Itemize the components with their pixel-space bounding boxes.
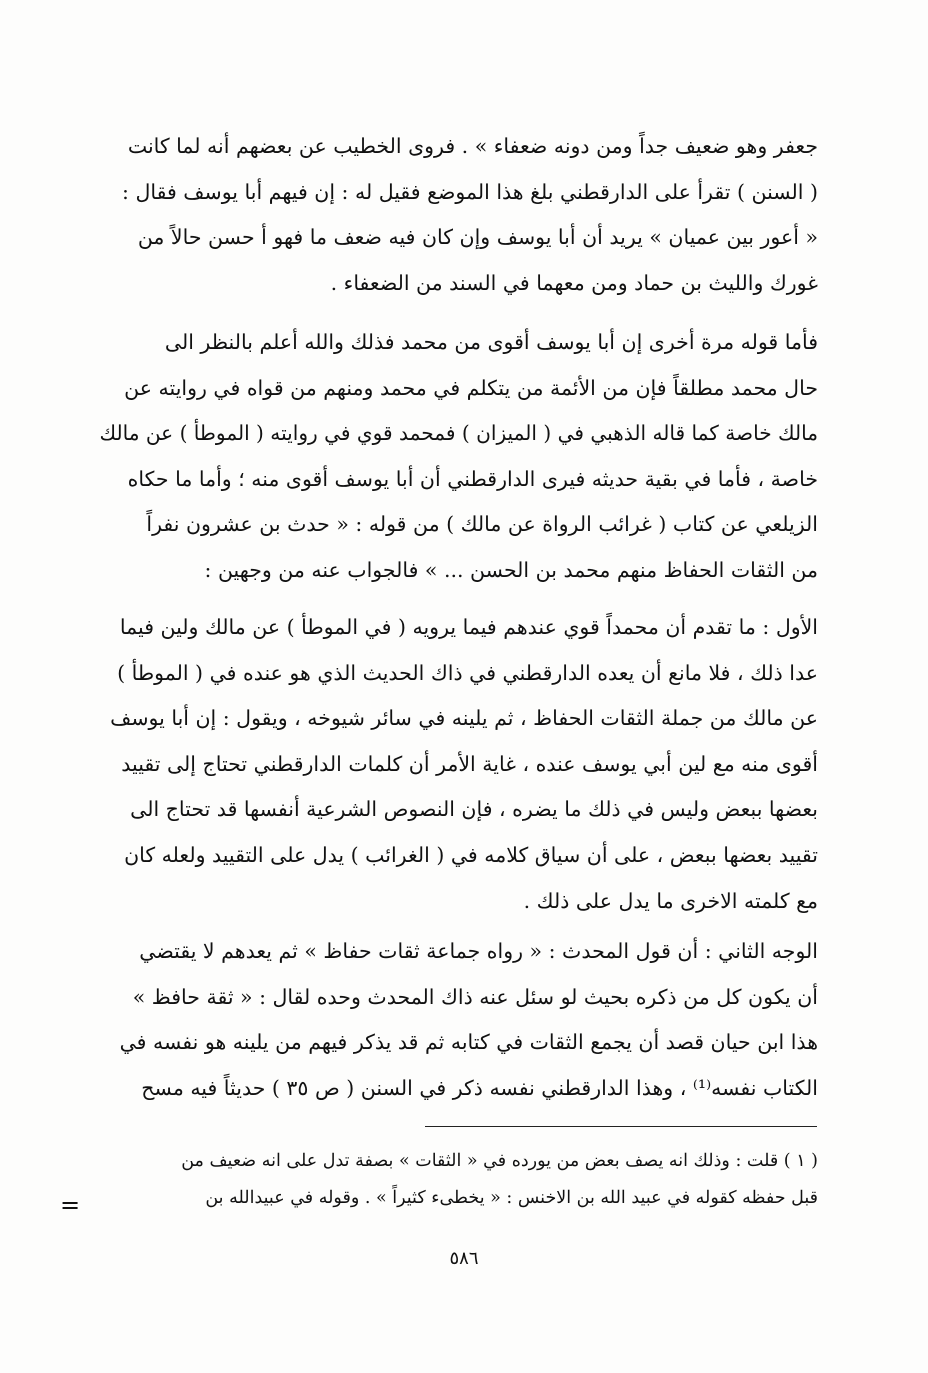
text-line: هذا ابن حيان قصد أن يجمع الثقات في كتابه ثم قد يذكر فيهم من يلينه هو نفسه في — [119, 1030, 818, 1055]
text-line: مع كلمته الاخرى ما يدل على ذلك . — [523, 888, 818, 913]
text-line: عدا ذلك ، فلا مانع أن يعده الدارقطني في ذاك الحديث الذي هو عنده في ( الموطأ ) — [117, 660, 818, 685]
text-line: من الثقات الحفاظ منهم محمد بن الحسن ... » فالجواب عنه من وجهين : — [204, 557, 818, 582]
text-line: الكتاب نفسه⁽¹⁾ ، وهذا الدارقطني نفسه ذكر في السنن ( ص ٣٥ ) حديثاً فيه مسح — [141, 1075, 818, 1100]
text-line: فأما قوله مرة أخرى إن أبا يوسف أقوى من محمد فذلك والله أعلم بالنظر الى — [164, 330, 818, 354]
paragraph-2 — [100, 320, 818, 594]
text-line: الوجه الثاني : أن قول المحدث : « رواه جماعة ثقات حفاظ » ثم يعدهم لا يقتضي — [139, 939, 818, 963]
page-number: ٥٨٦ — [449, 1248, 479, 1269]
text-line: غورك والليث بن حماد ومن معهما في السند من الضعفاء . — [330, 270, 818, 295]
text-line: الأول : ما تقدم أن محمداً قوي عندهم فيما يرويه ( في الموطأ ) عن مالك ولين فيما — [119, 615, 818, 639]
text-line: الزيلعي عن كتاب ( غرائب الرواة عن مالك ) من قوله : « حدث بن عشرون نفراً — [146, 512, 818, 537]
text-line: عن مالك من جملة الثقات الحفاظ ، ثم يلينه في سائر شيوخه ، ويقول : إن أبا يوسف — [110, 706, 818, 731]
text-line: جعفر وهو ضعيف جداً ومن دونه ضعفاء » . فروى الخطيب عن بعضهم أنه لما كانت — [127, 134, 818, 158]
footnote-line: ( ١ ) قلت : وذلك انه يصف بعض من يورده في « الثقات » بصفة تدل على انه ضعيف من — [181, 1151, 818, 1171]
footnote — [100, 1143, 818, 1217]
footnote-continuation-mark: = — [60, 1191, 81, 1219]
footnote-divider — [425, 1126, 817, 1127]
text-line: حال محمد مطلقاً فإن من الأئمة من يتكلم في محمد ومنهم من قواه في روايته عن — [124, 375, 818, 400]
text-line: ( السنن ) تقرأ على الدارقطني بلغ هذا الموضع فقيل له : إن فيهم أبا يوسف فقال : — [122, 179, 818, 204]
paragraph-1 — [100, 124, 818, 306]
paragraph-3 — [100, 605, 818, 924]
text-line: أن يكون كل من ذكره بحيث لو سئل عنه ذاك المحدث وحده لقال : « ثقة حافظ » — [132, 984, 818, 1009]
footnote-line: قبل حفظه كقوله في عبيد الله بن الاخنس : « يخطىء كثيراً » . وقوله في عبيدالله بن — [205, 1188, 818, 1208]
text-line: خاصة ، فأما في بقية حديثه فيرى الدارقطني أن أبا يوسف أقوى منه ؛ وأما ما حكاه — [127, 466, 818, 491]
paragraph-4 — [100, 929, 818, 1111]
text-line: أقوى منه مع لين أبي يوسف عنده ، غاية الأمر أن كلمات الدارقطني تحتاج إلى تقييد — [121, 751, 818, 776]
text-line: مالك خاصة كما قاله الذهبي في ( الميزان ) فمحمد قوي في روايته ( الموطأ ) عن مالك — [99, 421, 818, 446]
text-line: « أعور بين عميان » يريد أن أبا يوسف وإن كان فيه ضعف ما فهو أ حسن حالاً من — [137, 225, 818, 250]
text-line: تقييد بعضها ببعض ، على أن سياق كلامه في ( الغرائب ) يدل على التقييد ولعله كان — [124, 842, 818, 867]
text-line: بعضها ببعض وليس في ذلك ما يضره ، فإن النصوص الشرعية أنفسها قد تحتاج الى — [130, 797, 818, 822]
